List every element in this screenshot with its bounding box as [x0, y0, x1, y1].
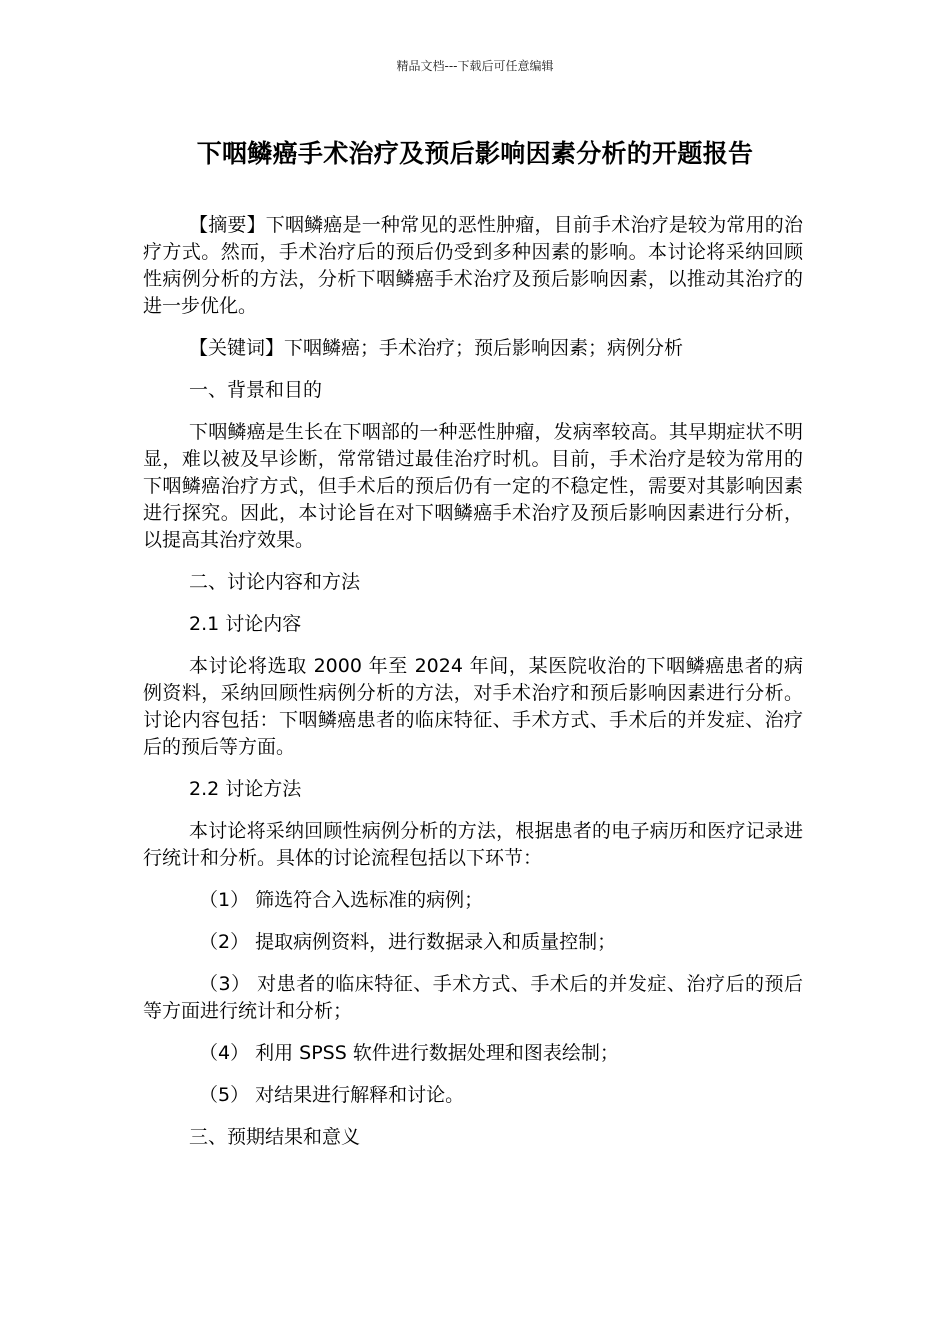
content-paragraph: 本讨论将选取 2000 年至 2024 年间，某医院收治的下咽鳞癌患者的病例资料，采纳回顾性病例分析的方法，对手术治疗和预后影响因素进行分析。讨论内容包括：下咽鳞癌患者的临床特征、手术方式、手术后的并发症、治疗后的预后等方面。: [143, 655, 803, 758]
section-heading-content-methods: 二、讨论内容和方法: [189, 571, 361, 593]
background-paragraph: 下咽鳞癌是生长在下咽部的一种恶性肿瘤，发病率较高。其早期症状不明显，难以被及早诊断，常常错过最佳治疗时机。目前，手术治疗是较为常用的下咽鳞癌治疗方式，但手术后的预后仍有一定的不稳定性，需要对其影响因素进行探究。因此，本讨论旨在对下咽鳞癌手术治疗及预后影响因素进行分析，以提高其治疗效果。: [143, 421, 803, 551]
abstract-paragraph: 【摘要】下咽鳞癌是一种常见的恶性肿瘤，目前手术治疗是较为常用的治疗方式。然而，手术治疗后的预后仍受到多种因素的影响。本讨论将采纳回顾性病例分析的方法，分析下咽鳞癌手术治疗及预后影响因素，以推动其治疗的进一步优化。: [143, 214, 803, 317]
method-step: （3） 对患者的临床特征、手术方式、手术后的并发症、治疗后的预后等方面进行统计和分析；: [143, 973, 803, 1022]
method-step: （2） 提取病例资料，进行数据录入和质量控制；: [199, 931, 617, 953]
section-heading-background: 一、背景和目的: [189, 379, 323, 401]
method-step: （1） 筛选符合入选标准的病例；: [199, 889, 484, 911]
document-body: [143, 212, 803, 1166]
methods-paragraph: 本讨论将采纳回顾性病例分析的方法，根据患者的电子病历和医疗记录进行统计和分析。具体的讨论流程包括以下环节：: [143, 820, 803, 869]
subsection-heading-methods: 2.2 讨论方法: [189, 778, 302, 800]
method-step: （5） 对结果进行解释和讨论。: [199, 1084, 465, 1106]
method-step: （4） 利用 SPSS 软件进行数据处理和图表绘制；: [199, 1042, 619, 1064]
document-title: 下咽鳞癌手术治疗及预后影响因素分析的开题报告: [196, 139, 754, 168]
subsection-heading-content: 2.1 讨论内容: [189, 613, 302, 635]
page-header: 精品文档---下载后可任意编辑: [396, 59, 554, 73]
keywords-paragraph: 【关键词】下咽鳞癌；手术治疗；预后影响因素；病例分析: [189, 337, 684, 359]
section-heading-expected-results: 三、预期结果和意义: [189, 1126, 361, 1148]
